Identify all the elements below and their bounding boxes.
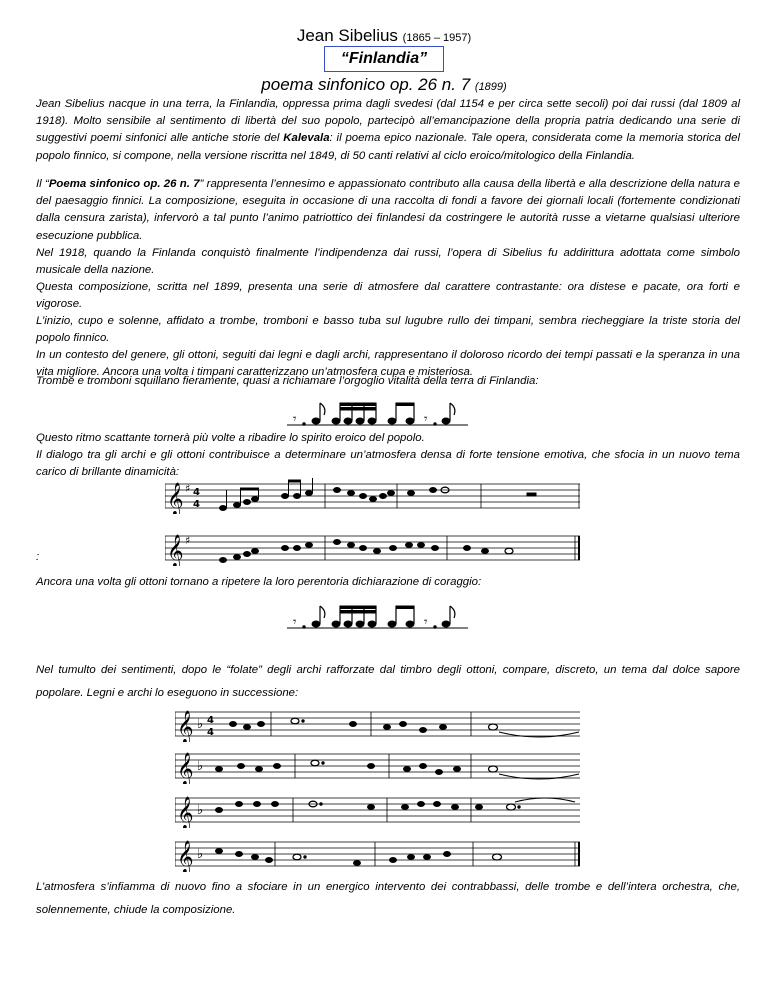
paragraph-ritmo: Questo ritmo scattante tornerà più volte a ribadire lo spirito eroico del popolo. (36, 432, 425, 444)
work-title: “Finlandia” (340, 50, 428, 67)
rhythm-notes (293, 403, 455, 427)
author-name: Jean Sibelius (296, 26, 398, 45)
svg-text:𝄾: 𝄾 (293, 615, 297, 630)
header-author-line (0, 26, 768, 46)
paragraph-tumulto: Nel tumulto dei sentimenti, dopo le “folate” degli archi rafforzate dal timbro degli ottoni, compare, discreto, un tema dal dolce sapore popolare. Legni e archi lo eseguono in successione: (36, 664, 740, 699)
time-signature-bottom: 4 (207, 727, 214, 738)
paragraph-trombe: Trombe e tromboni squillano fieramente, quasi a richiamare l’orgoglio vitalità della terra di Finlandia: (36, 375, 539, 387)
treble-clef-icon: 𝄞 (167, 534, 184, 566)
sharp-icon: ♯ (185, 482, 191, 495)
folk2-notes (216, 760, 580, 779)
para1-text-c: : il poema epico nazionale. Tale opera, considerata come la memoria storica del popolo finnico, si compone, nella versione riscritta nel 1849, di 50 canti relativi al ciclo eroico/mitologico della Finlandia. (36, 132, 741, 162)
svg-text:𝄾: 𝄾 (424, 615, 428, 630)
theme2-notes (220, 540, 514, 563)
colon-mark: : (36, 551, 40, 563)
paragraph-composition: Questa composizione, scritta nel 1899, presenta una serie di atmosfere dal carattere contrastante: ora distese e pacate, ora forti e vigorose. (36, 281, 740, 311)
title-box (324, 46, 444, 72)
para2-text-a: Il “ (36, 178, 49, 190)
folk-staff-4 (175, 836, 585, 872)
flat-icon: ♭ (197, 803, 204, 818)
theme-staff-1 (165, 478, 585, 514)
work-year: (1899) (474, 81, 507, 93)
folk-staff-3 (175, 792, 585, 828)
folk-staff-1 (175, 706, 585, 742)
time-signature-bottom: 4 (193, 499, 200, 510)
flat-icon: ♭ (197, 759, 204, 774)
svg-text:𝄾: 𝄾 (293, 412, 297, 427)
paragraph-contesto: In un contesto del genere, gli ottoni, seguiti dai legni e dagli archi, rappresentano il doloroso ricordo dei tempi passati e la speranza in una vita migliore. Ancora una volta i timpani caratterizzano un’atmosfera cupa e misteriosa. (36, 349, 740, 379)
paragraph-inizio: L’inizio, cupo e solenne, affidato a trombe, tromboni e basso tuba sul lugubre rullo dei timpani, sembra riecheggiare la triste storia del popolo finnico. (36, 315, 740, 345)
work-subtitle: poema sinfonico op. 26 n. 7 (261, 75, 471, 94)
treble-clef-icon: 𝄞 (177, 752, 194, 784)
paragraph-ancora: Ancora una volta gli ottoni tornano a ripetere la loro perentoria dichiarazione di coraggio: (36, 576, 482, 588)
paragraph-poema (36, 176, 740, 245)
para1-text-a: Jean Sibelius nacque in una terra, la Finlandia, oppressa prima dagli svedesi (dal 1154 e per circa sette secoli) poi dai russi (dal 1809 al 1918). Molto sensibile al sentimento di libertà del suo popolo, partecipò all’emancipazione della propria patria dedicando una serie di suggestivi poemi sinfonici alle antiche storie del (36, 98, 740, 145)
treble-clef-icon: 𝄞 (177, 710, 194, 742)
paragraph-intro (36, 96, 740, 165)
theme1-notes (220, 478, 537, 511)
poema-term: Poema sinfonico op. 26 n. 7 (48, 178, 200, 190)
rhythm-figure-1 (285, 397, 470, 431)
folk-staff-2 (175, 748, 585, 784)
paragraph-dialogo: Il dialogo tra gli archi e gli ottoni contribuisce a determinare un’atmosfera densa di forte tensione emotiva, che sfocia in un nuovo tema carico di brillante dinamicità: (36, 449, 740, 479)
treble-clef-icon: 𝄞 (177, 840, 194, 872)
paragraph-1918: Nel 1918, quando la Finlanda conquistò finalmente l’indipendenza dai russi, l’opera di Sibelius fu addirittura adottata come simbolo musicale della nazione. (36, 247, 740, 277)
flat-icon: ♭ (197, 847, 204, 862)
folk1-notes (230, 718, 580, 737)
kalevala-term: Kalevala (283, 132, 330, 145)
subtitle-line (0, 75, 768, 95)
paragraph-finale: L’atmosfera s’infiamma di nuovo fino a sfociare in un energico intervento dei contrabbassi, delle trombe e dell’intera orchestra, che, solennemente, chiude la composizione. (36, 881, 740, 916)
rhythm-notes-2 (293, 606, 455, 630)
time-signature-top: 4 (193, 487, 200, 498)
rhythm-figure-2 (285, 600, 470, 634)
para2-text-c: ” rappresenta l’ennesimo e appassionato contributo alla causa della libertà e alla descrizione della natura e del paesaggio finnici. La composizione, eseguita in occasione di una raccolta di fondi a favore dei giornali locali (fortemente condizionati dalla censura zarista), infervorò a tal punto l’animo patriottico dei finlandesi da costringere le autorità russe a vietarne qualsiasi ulteriore esecuzione pubblica. (36, 178, 740, 242)
svg-text:𝄾: 𝄾 (424, 412, 428, 427)
treble-clef-icon: 𝄞 (177, 796, 194, 828)
time-signature-top: 4 (207, 715, 214, 726)
sharp-icon: ♯ (185, 534, 191, 547)
author-dates: (1865 – 1957) (402, 32, 472, 44)
flat-icon: ♭ (197, 717, 204, 732)
folk4-notes (216, 849, 502, 866)
theme-staff-2 (165, 530, 585, 566)
treble-clef-icon: 𝄞 (167, 482, 184, 514)
